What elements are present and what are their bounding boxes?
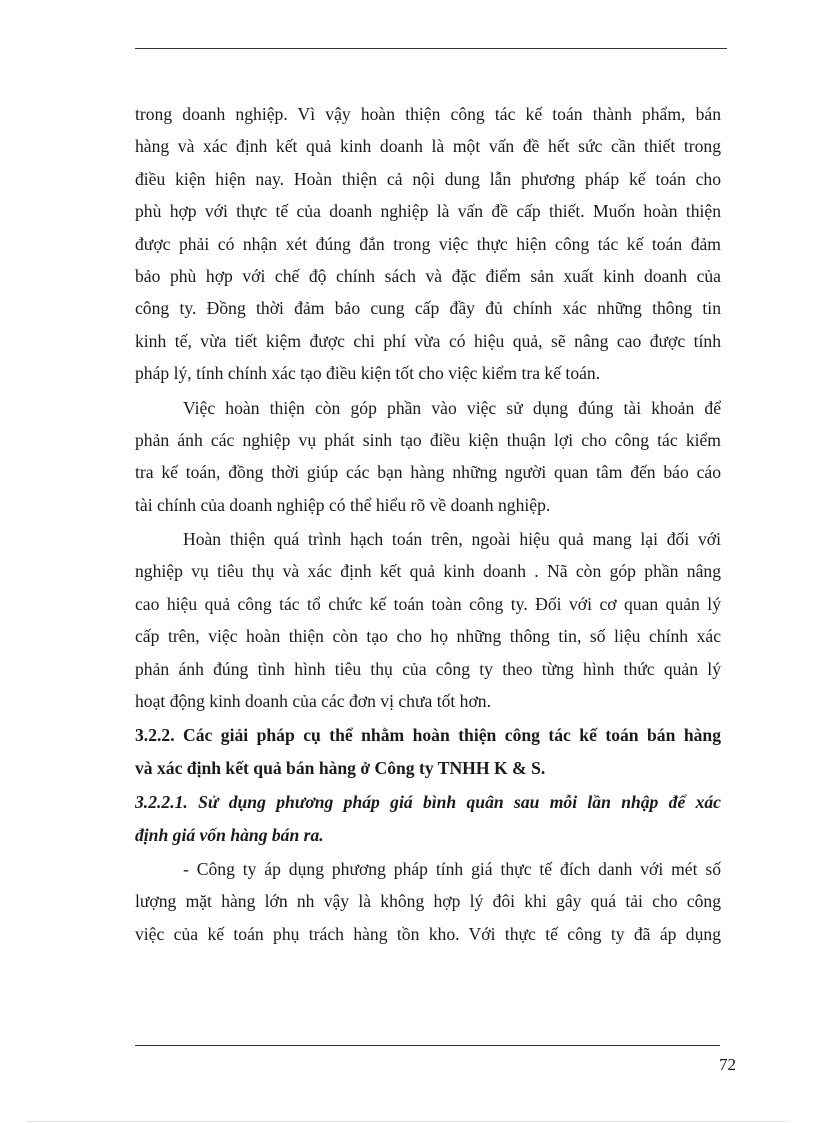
text-line: cấp trên, việc hoàn thiện còn tạo cho họ những thông tin, số liệu chính xác [135, 626, 721, 647]
text-line: trong doanh nghiệp. Vì vậy hoàn thiện công tác kế toán thành phẩm, bán [135, 104, 721, 124]
text-line: việc của kế toán phụ trách hàng tồn kho. Với thực tế công ty đã áp dụng [135, 923, 721, 944]
text-line: hoạt động kinh doanh của các đơn vị chưa tốt hơn. [135, 691, 491, 712]
subheading-line: 3.2.2.1. Sử dụng phương pháp giá bình quân sau mỗi lần nhập để xác [135, 792, 721, 813]
page-number: 72 [719, 1055, 736, 1074]
text-line: điều kiện hiện nay. Hoàn thiện cả nội dung lẫn phương pháp kế toán cho [135, 168, 721, 189]
text-line: tài chính của doanh nghiệp có thể hiểu rõ về doanh nghiệp. [135, 494, 551, 515]
text-line: hàng và xác định kết quả kinh doanh là một vấn đề hết sức cần thiết trong [135, 136, 721, 157]
heading-line: 3.2.2. Các giải pháp cụ thể nhằm hoàn thiện công tác kế toán bán hàng [135, 725, 721, 746]
header-rule [135, 48, 727, 49]
text-line: phản ánh đúng tình hình tiêu thụ của công ty theo từng hình thức quản lý [135, 658, 721, 679]
paragraph-4 [135, 853, 721, 950]
footer-rule [135, 1045, 720, 1046]
paragraph-2 [135, 392, 721, 522]
paragraph-3 [135, 523, 721, 717]
text-line: bảo phù hợp với chế độ chính sách và đặc điểm sản xuất kinh doanh của [135, 265, 721, 286]
text-line: pháp lý, tính chính xác tạo điều kiện tốt cho việc kiểm tra kế toán. [135, 363, 601, 384]
text-line: Hoàn thiện quá trình hạch toán trên, ngoài hiệu quả mang lại đối với [183, 529, 721, 550]
section-heading-3-2-2 [135, 719, 721, 784]
text-line: - Công ty áp dụng phương pháp tính giá thực tế đích danh với mét số [183, 858, 721, 879]
page-edge-divider [28, 1121, 788, 1122]
text-line: lượng mặt hàng lớn nh vậy là không hợp lý đôi khi gây quá tải cho công [135, 891, 721, 912]
text-line: phản ánh các nghiệp vụ phát sinh tạo điều kiện thuận lợi cho công tác kiểm [135, 429, 721, 450]
text-line: Việc hoàn thiện còn góp phần vào việc sử dụng đúng tài khoản để [183, 397, 721, 418]
text-line: phù hợp với thực tế của doanh nghiệp là vấn đề cấp thiết. Muốn hoàn thiện [135, 201, 721, 222]
text-line: cao hiệu quả công tác tổ chức kế toán toàn công ty. Đối với cơ quan quản lý [135, 593, 721, 614]
body-text [135, 98, 721, 950]
paragraph-1 [135, 98, 721, 390]
text-line: được phải có nhận xét đúng đắn trong việc thực hiện công tác kế toán đảm [135, 233, 721, 254]
heading-line: và xác định kết quả bán hàng ở Công ty TNHH K & S. [135, 757, 546, 778]
subheading-line: định giá vốn hàng bán ra. [135, 824, 324, 845]
text-line: công ty. Đồng thời đảm bảo cung cấp đầy đủ chính xác những thông tin [135, 298, 721, 319]
text-line: kinh tế, vừa tiết kiệm được chi phí vừa có hiệu quả, sẽ nâng cao được tính [135, 330, 721, 351]
text-line: tra kế toán, đồng thời giúp các bạn hàng những người quan tâm đến báo cáo [135, 462, 721, 483]
subsection-heading-3-2-2-1 [135, 786, 721, 851]
text-line: nghiệp vụ tiêu thụ và xác định kết quả kinh doanh . Nã còn góp phần nâng [135, 561, 721, 582]
